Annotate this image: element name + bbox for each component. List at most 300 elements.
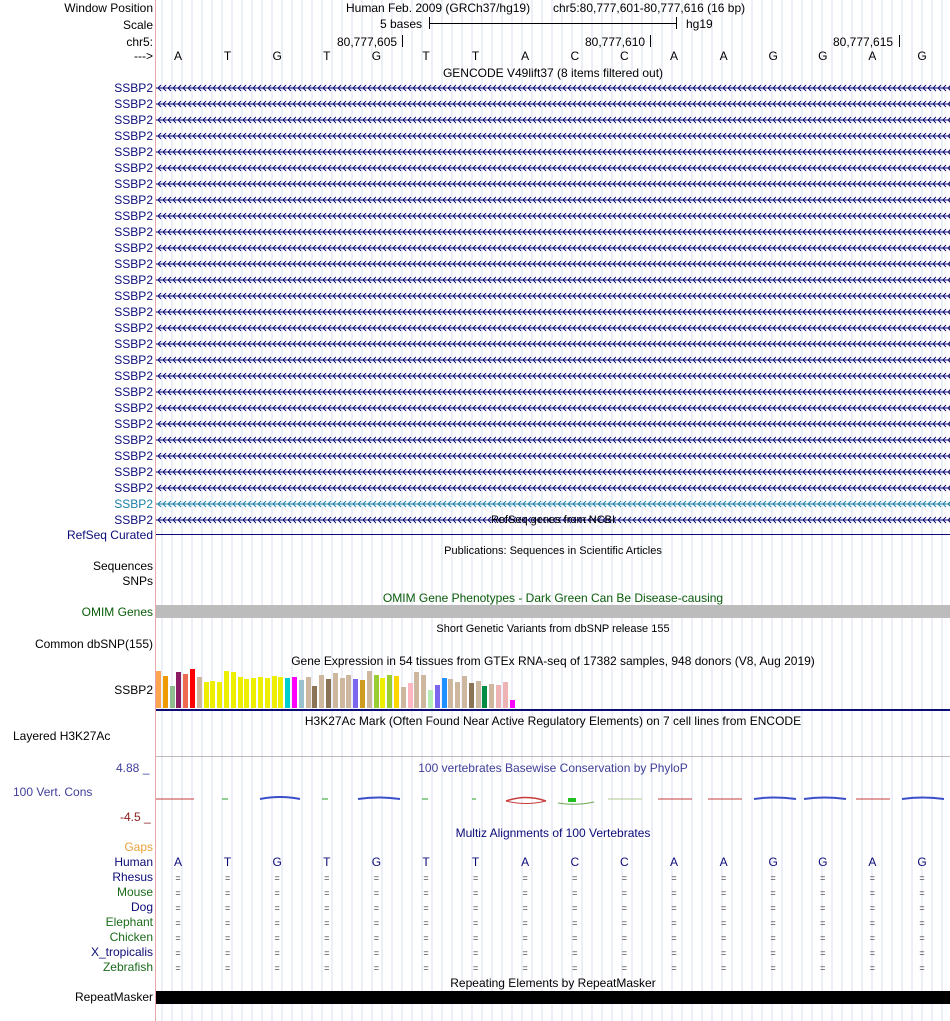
gencode-gene-label[interactable]: SSBP2: [114, 321, 153, 335]
gtex-tissue-bar[interactable]: [238, 677, 243, 708]
base-letter: T: [422, 49, 430, 63]
gtex-tissue-bar[interactable]: [312, 686, 317, 708]
gtex-tissue-bar[interactable]: [442, 678, 447, 708]
gencode-gene-label[interactable]: SSBP2: [114, 177, 153, 191]
base-letter: T: [471, 49, 480, 63]
multiz-match-symbol: =: [671, 918, 677, 928]
multiz-species-label[interactable]: X_tropicalis: [90, 945, 153, 959]
base-letter: T: [223, 49, 232, 63]
gencode-gene-label[interactable]: SSBP2: [114, 209, 153, 223]
base-letter: G: [818, 49, 828, 63]
multiz-match-symbol: =: [224, 933, 231, 943]
multiz-match-symbol: =: [324, 933, 330, 943]
multiz-match-symbol: =: [770, 948, 776, 958]
gencode-gene-label[interactable]: SSBP2: [114, 97, 153, 111]
multiz-match-symbol: =: [175, 918, 181, 928]
gtex-tissue-bar[interactable]: [299, 680, 304, 708]
multiz-match-symbol: =: [671, 888, 677, 898]
multiz-human-base: A: [719, 855, 728, 869]
gtex-tissue-bar[interactable]: [156, 671, 161, 708]
multiz-human-base: T: [422, 855, 430, 869]
multiz-human-base: G: [272, 855, 282, 869]
multiz-species-label[interactable]: Zebrafish: [102, 960, 153, 974]
publications-track-title[interactable]: Publications: Sequences in Scientific Articles: [444, 545, 662, 557]
scale-text: 5 bases: [380, 17, 423, 31]
gencode-gene-label[interactable]: SSBP2: [114, 81, 153, 95]
multiz-human-base: T: [323, 855, 331, 869]
gencode-gene-label[interactable]: SSBP2: [114, 513, 153, 527]
gencode-gene-label[interactable]: SSBP2: [114, 465, 153, 479]
gtex-tissue-bar[interactable]: [462, 676, 467, 708]
gtex-tissue-bar[interactable]: [163, 676, 168, 708]
multiz-match-symbol: =: [423, 903, 429, 913]
gencode-transcript-line[interactable]: [156, 242, 950, 254]
gencode-transcript-line[interactable]: [156, 306, 950, 318]
gtex-track-title[interactable]: Gene Expression in 54 tissues from GTEx RNA-seq of 17382 samples, 948 donors (V8, Aug 2019): [291, 654, 815, 668]
gencode-transcript-line[interactable]: [156, 498, 950, 510]
multiz-match-symbol: =: [572, 933, 578, 943]
gtex-tissue-bar[interactable]: [346, 675, 351, 708]
multiz-match-symbol: =: [720, 873, 727, 883]
base-letter: A: [669, 49, 678, 63]
multiz-human-base: G: [818, 855, 828, 869]
refseq-gene-line[interactable]: [156, 534, 950, 535]
gencode-gene-label[interactable]: SSBP2: [114, 481, 153, 495]
multiz-species-label[interactable]: Dog: [130, 900, 153, 914]
gtex-tissue-bar[interactable]: [414, 672, 419, 708]
gtex-tissue-bar[interactable]: [278, 677, 283, 708]
base-letter: C: [620, 49, 629, 63]
gencode-transcript-line[interactable]: [156, 178, 950, 190]
multiz-match-symbol: =: [572, 948, 578, 958]
multiz-match-symbol: =: [770, 918, 776, 928]
multiz-match-symbol: =: [274, 873, 280, 883]
gtex-tissue-bar[interactable]: [482, 686, 487, 708]
gencode-gene-label[interactable]: SSBP2: [114, 225, 153, 239]
gtex-baseline: [156, 709, 950, 711]
gencode-transcript-line[interactable]: [156, 82, 950, 94]
snps-track-label[interactable]: SNPs: [122, 574, 153, 588]
multiz-match-symbol: =: [720, 918, 727, 928]
conservation-min-label: -4.5 _: [120, 810, 151, 824]
gencode-transcript-line[interactable]: [156, 402, 950, 414]
gencode-gene-label[interactable]: SSBP2: [114, 193, 153, 207]
multiz-match-symbol: =: [373, 903, 380, 913]
multiz-match-symbol: =: [175, 948, 181, 958]
gtex-tissue-bar[interactable]: [489, 684, 494, 708]
gtex-tissue-bar[interactable]: [340, 678, 345, 708]
base-letter: C: [570, 49, 580, 63]
gencode-transcript-line[interactable]: [156, 226, 950, 238]
multiz-match-symbol: =: [572, 873, 578, 883]
gencode-transcript-line[interactable]: [156, 322, 950, 334]
multiz-match-symbol: =: [274, 888, 280, 898]
multiz-match-symbol: =: [522, 873, 528, 883]
conservation-wiggle[interactable]: [156, 790, 950, 806]
multiz-match-symbol: =: [522, 888, 528, 898]
multiz-match-symbol: =: [423, 888, 429, 898]
gencode-transcript-line[interactable]: [156, 450, 950, 462]
multiz-match-symbol: =: [274, 903, 280, 913]
omim-track-label[interactable]: OMIM Genes: [81, 605, 153, 619]
gencode-gene-label[interactable]: SSBP2: [114, 449, 153, 463]
multiz-match-symbol: =: [770, 903, 776, 913]
multiz-match-symbol: =: [869, 888, 876, 898]
multiz-match-symbol: =: [423, 948, 429, 958]
multiz-match-symbol: =: [919, 873, 925, 883]
gtex-tissue-bar[interactable]: [319, 675, 324, 708]
coordinate-tick-2: [650, 35, 651, 47]
gtex-tissue-bar[interactable]: [448, 679, 453, 708]
gencode-transcript-line[interactable]: [156, 466, 950, 478]
h3k27ac-track-title[interactable]: H3K27Ac Mark (Often Found Near Active Regulatory Elements) on 7 cell lines from ENCODE: [304, 714, 802, 728]
conservation-track-title[interactable]: 100 vertebrates Basewise Conservation by PhyloP: [418, 761, 688, 775]
gtex-tissue-bar[interactable]: [265, 678, 270, 708]
gtex-tissue-bar[interactable]: [421, 675, 426, 708]
multiz-match-symbol: =: [324, 873, 330, 883]
multiz-human-base: A: [868, 855, 877, 869]
gtex-tissue-bar[interactable]: [380, 678, 385, 708]
gtex-track-label[interactable]: SSBP2: [114, 683, 153, 697]
gtex-tissue-bar[interactable]: [333, 673, 338, 708]
multiz-match-symbol: =: [175, 873, 181, 883]
multiz-human-base: C: [620, 855, 629, 869]
multiz-match-symbol: =: [224, 918, 231, 928]
gtex-tissue-bar[interactable]: [394, 676, 399, 708]
gencode-gene-label[interactable]: SSBP2: [114, 401, 153, 415]
omim-feature-bar[interactable]: [156, 605, 950, 618]
gtex-tissue-bar[interactable]: [455, 682, 460, 708]
multiz-match-symbol: =: [423, 873, 429, 883]
multiz-match-symbol: =: [820, 918, 826, 928]
multiz-match-symbol: =: [324, 948, 330, 958]
multiz-match-symbol: =: [919, 933, 925, 943]
multiz-match-symbol: =: [324, 888, 330, 898]
base-letter: A: [868, 49, 877, 63]
base-letter: G: [768, 49, 778, 63]
gencode-gene-label[interactable]: SSBP2: [114, 369, 153, 383]
gtex-tissue-bar[interactable]: [374, 675, 379, 708]
scale-bar-left-tick: [429, 17, 430, 29]
multiz-match-symbol: =: [671, 873, 677, 883]
gencode-gene-label[interactable]: SSBP2: [114, 257, 153, 271]
gtex-tissue-bar[interactable]: [224, 671, 229, 708]
gencode-gene-label[interactable]: SSBP2: [114, 289, 153, 303]
refseq-track-label[interactable]: RefSeq Curated: [66, 528, 153, 542]
gtex-tissue-bar[interactable]: [503, 682, 508, 708]
h3k27ac-baseline: [156, 756, 950, 757]
multiz-match-symbol: =: [224, 888, 231, 898]
multiz-match-symbol: =: [472, 888, 479, 898]
gtex-tissue-bar[interactable]: [476, 681, 481, 708]
gencode-track-title[interactable]: GENCODE V49lift37 (8 items filtered out): [442, 66, 664, 80]
multiz-species-label[interactable]: Human: [114, 855, 153, 869]
gtex-tissue-bar[interactable]: [183, 674, 188, 708]
gencode-gene-label[interactable]: SSBP2: [114, 129, 153, 143]
gencode-transcript-line[interactable]: [156, 434, 950, 446]
gencode-gene-label[interactable]: SSBP2: [114, 145, 153, 159]
gtex-tissue-bar[interactable]: [197, 677, 202, 708]
base-letter: A: [173, 49, 182, 63]
multiz-match-symbol: =: [621, 903, 628, 913]
multiz-match-symbol: =: [820, 888, 826, 898]
multiz-match-symbol: =: [621, 933, 628, 943]
multiz-match-symbol: =: [869, 903, 876, 913]
multiz-match-symbol: =: [472, 933, 479, 943]
multiz-match-symbol: =: [720, 888, 727, 898]
multiz-match-symbol: =: [373, 963, 380, 973]
multiz-match-symbol: =: [572, 963, 578, 973]
gtex-tissue-bar[interactable]: [190, 669, 195, 708]
multiz-match-symbol: =: [720, 933, 727, 943]
multiz-match-symbol: =: [621, 888, 628, 898]
multiz-match-symbol: =: [224, 948, 231, 958]
multiz-match-symbol: =: [373, 888, 380, 898]
gtex-tissue-bar[interactable]: [176, 672, 181, 708]
gencode-gene-label[interactable]: SSBP2: [114, 385, 153, 399]
scale-bar-right-tick: [676, 17, 677, 29]
omim-track-title[interactable]: OMIM Gene Phenotypes - Dark Green Can Be Disease-causing: [382, 591, 724, 605]
multiz-match-symbol: =: [869, 948, 876, 958]
base-letter: T: [323, 49, 331, 63]
coordinate-label-3: 80,777,615: [833, 35, 894, 49]
gencode-gene-label[interactable]: SSBP2: [114, 417, 153, 431]
multiz-human-base: G: [768, 855, 778, 869]
multiz-match-symbol: =: [671, 903, 677, 913]
multiz-match-symbol: =: [820, 873, 826, 883]
coordinate-tick-1: [402, 35, 403, 47]
multiz-match-symbol: =: [770, 873, 776, 883]
gencode-transcript-line[interactable]: [156, 274, 950, 286]
gtex-tissue-bar[interactable]: [210, 681, 215, 708]
multiz-match-symbol: =: [572, 888, 578, 898]
multiz-match-symbol: =: [373, 933, 380, 943]
gtex-tissue-bar[interactable]: [292, 677, 297, 708]
multiz-species-label[interactable]: Elephant: [105, 915, 153, 929]
gtex-tissue-bar[interactable]: [326, 679, 331, 708]
gencode-transcript-line[interactable]: [156, 258, 950, 270]
gtex-tissue-bar[interactable]: [170, 686, 175, 708]
multiz-match-symbol: =: [919, 903, 925, 913]
multiz-match-symbol: =: [423, 963, 429, 973]
conservation-max-label: 4.88 _: [116, 761, 150, 775]
multiz-match-symbol: =: [820, 933, 826, 943]
multiz-match-symbol: =: [720, 963, 727, 973]
gencode-transcript-line[interactable]: [156, 370, 950, 382]
multiz-match-symbol: =: [770, 963, 776, 973]
sequences-track-label[interactable]: Sequences: [92, 559, 153, 573]
multiz-match-symbol: =: [175, 933, 181, 943]
refseq-track-title[interactable]: RefSeq genes from NCBI: [490, 514, 616, 526]
multiz-match-symbol: =: [373, 948, 380, 958]
multiz-human-base: T: [471, 855, 480, 869]
gtex-tissue-bar[interactable]: [272, 676, 277, 708]
conservation-track-label[interactable]: 100 Vert. Cons: [13, 785, 93, 799]
multiz-match-symbol: =: [621, 963, 628, 973]
multiz-match-symbol: =: [572, 918, 578, 928]
multiz-match-symbol: =: [919, 948, 925, 958]
multiz-match-symbol: =: [820, 948, 826, 958]
gencode-transcript-line[interactable]: [156, 386, 950, 398]
scale-bar: [429, 23, 677, 24]
multiz-match-symbol: =: [274, 963, 280, 973]
multiz-match-symbol: =: [869, 933, 876, 943]
gencode-transcript-line[interactable]: [156, 210, 950, 222]
gtex-tissue-bar[interactable]: [408, 683, 413, 708]
chrom-label: chr5:: [126, 35, 153, 49]
gtex-tissue-bar[interactable]: [353, 679, 358, 708]
multiz-match-symbol: =: [671, 963, 677, 973]
repeatmasker-feature-bar[interactable]: [156, 991, 950, 1004]
multiz-match-symbol: =: [324, 963, 330, 973]
multiz-match-symbol: =: [869, 873, 876, 883]
gtex-tissue-bar[interactable]: [258, 677, 263, 708]
multiz-match-symbol: =: [522, 963, 528, 973]
gtex-tissue-bar[interactable]: [387, 675, 392, 708]
multiz-match-symbol: =: [472, 918, 479, 928]
multiz-match-symbol: =: [869, 963, 876, 973]
dbsnp-track-label[interactable]: Common dbSNP(155): [34, 637, 153, 651]
gencode-gene-label[interactable]: SSBP2: [114, 497, 153, 511]
gtex-tissue-bar[interactable]: [510, 700, 515, 708]
gtex-tissue-bar[interactable]: [401, 687, 406, 708]
gencode-gene-label[interactable]: SSBP2: [114, 241, 153, 255]
position-text: chr5:80,777,601-80,777,616 (16 bp): [553, 1, 746, 15]
base-sequence: [0, 49, 950, 63]
gtex-tissue-bar[interactable]: [204, 682, 209, 708]
gencode-transcript-line[interactable]: [156, 114, 950, 126]
multiz-match-symbol: =: [621, 918, 628, 928]
multiz-match-symbol: =: [472, 963, 479, 973]
multiz-match-symbol: =: [274, 918, 280, 928]
gencode-transcript-line[interactable]: [156, 130, 950, 142]
db-label: hg19: [686, 17, 713, 31]
base-letter: G: [917, 49, 927, 63]
h3k27ac-track-label[interactable]: Layered H3K27Ac: [13, 729, 111, 743]
multiz-match-symbol: =: [373, 873, 380, 883]
gencode-transcript-line[interactable]: [156, 98, 950, 110]
multiz-human-base: A: [173, 855, 182, 869]
multiz-match-symbol: =: [324, 903, 330, 913]
multiz-match-symbol: =: [274, 948, 280, 958]
multiz-match-symbol: =: [671, 933, 677, 943]
multiz-match-symbol: =: [720, 903, 727, 913]
gencode-transcript-line[interactable]: [156, 354, 950, 366]
multiz-match-symbol: =: [472, 948, 479, 958]
gtex-tissue-bar[interactable]: [306, 677, 311, 708]
gtex-tissue-bar[interactable]: [360, 680, 365, 708]
multiz-gaps-label[interactable]: Gaps: [124, 840, 153, 854]
gtex-tissue-bar[interactable]: [469, 683, 474, 708]
base-letter: G: [371, 49, 382, 63]
gtex-tissue-bar[interactable]: [428, 690, 433, 708]
gtex-tissue-bar[interactable]: [231, 672, 236, 708]
gtex-tissue-bar[interactable]: [496, 685, 501, 708]
gtex-expression-chart[interactable]: [156, 668, 556, 708]
multiz-match-symbol: =: [175, 903, 181, 913]
repeatmasker-track-title[interactable]: Repeating Elements by RepeatMasker: [450, 976, 656, 990]
multiz-match-symbol: =: [919, 918, 925, 928]
multiz-match-symbol: =: [522, 903, 528, 913]
gencode-gene-label[interactable]: SSBP2: [114, 273, 153, 287]
multiz-match-symbol: =: [621, 948, 628, 958]
gencode-gene-label[interactable]: SSBP2: [114, 305, 153, 319]
multiz-match-symbol: =: [175, 888, 181, 898]
multiz-match-symbol: =: [820, 903, 826, 913]
multiz-human-base: A: [669, 855, 678, 869]
assembly-name: Human Feb. 2009 (GRCh37/hg19): [346, 1, 531, 15]
multiz-match-symbol: =: [472, 873, 479, 883]
multiz-match-symbol: =: [522, 918, 528, 928]
gtex-tissue-bar[interactable]: [251, 678, 256, 708]
multiz-match-symbol: =: [919, 888, 925, 898]
gtex-tissue-bar[interactable]: [367, 671, 372, 708]
gencode-gene-label[interactable]: SSBP2: [114, 433, 153, 447]
gencode-transcript-line[interactable]: [156, 162, 950, 174]
multiz-track-title[interactable]: Multiz Alignments of 100 Vertebrates: [455, 826, 651, 840]
multiz-match-symbol: =: [572, 903, 578, 913]
gencode-transcript-line[interactable]: [156, 338, 950, 350]
multiz-human-base: A: [521, 855, 530, 869]
multiz-match-symbol: =: [770, 888, 776, 898]
multiz-human-base: C: [570, 855, 580, 869]
dbsnp-track-title[interactable]: Short Genetic Variants from dbSNP release 155: [436, 623, 670, 635]
strand-label: --->: [134, 49, 153, 63]
multiz-match-symbol: =: [919, 963, 925, 973]
multiz-match-symbol: =: [522, 933, 528, 943]
multiz-match-symbol: =: [522, 948, 528, 958]
multiz-match-symbol: =: [820, 963, 826, 973]
gencode-gene-label[interactable]: SSBP2: [114, 337, 153, 351]
multiz-match-symbol: =: [423, 933, 429, 943]
gtex-tissue-bar[interactable]: [285, 678, 290, 708]
multiz-human-base: G: [917, 855, 927, 869]
gencode-gene-label[interactable]: SSBP2: [114, 161, 153, 175]
gtex-tissue-bar[interactable]: [217, 682, 222, 708]
multiz-match-symbol: =: [373, 918, 380, 928]
gtex-tissue-bar[interactable]: [516, 699, 521, 708]
repeatmasker-track-label[interactable]: RepeatMasker: [74, 990, 153, 1004]
gtex-tissue-bar[interactable]: [244, 679, 249, 708]
gencode-transcript-line[interactable]: [156, 418, 950, 430]
multiz-alignment[interactable]: [0, 855, 950, 975]
multiz-match-symbol: =: [671, 948, 677, 958]
multiz-match-symbol: =: [224, 873, 231, 883]
base-letter: A: [719, 49, 728, 63]
multiz-match-symbol: =: [224, 963, 231, 973]
scale-label: Scale: [122, 18, 153, 32]
gtex-tissue-bar[interactable]: [435, 685, 440, 708]
multiz-species-label[interactable]: Chicken: [109, 930, 153, 944]
gencode-gene-label[interactable]: SSBP2: [114, 353, 153, 367]
multiz-match-symbol: =: [621, 873, 628, 883]
gencode-transcript-line[interactable]: [156, 482, 950, 494]
gencode-gene-label[interactable]: SSBP2: [114, 113, 153, 127]
gencode-transcript-line[interactable]: [156, 194, 950, 206]
multiz-human-base: T: [223, 855, 232, 869]
multiz-species-label[interactable]: Rhesus: [112, 870, 153, 884]
multiz-species-label[interactable]: Mouse: [116, 885, 153, 899]
coordinate-label-2: 80,777,610: [585, 35, 646, 49]
multiz-match-symbol: =: [472, 903, 479, 913]
base-letter: G: [272, 49, 282, 63]
multiz-match-symbol: =: [224, 903, 231, 913]
multiz-match-symbol: =: [175, 963, 181, 973]
multiz-human-base: G: [371, 855, 382, 869]
gencode-transcript-line[interactable]: [156, 290, 950, 302]
gencode-transcript-line[interactable]: [156, 146, 950, 158]
multiz-match-symbol: =: [423, 918, 429, 928]
